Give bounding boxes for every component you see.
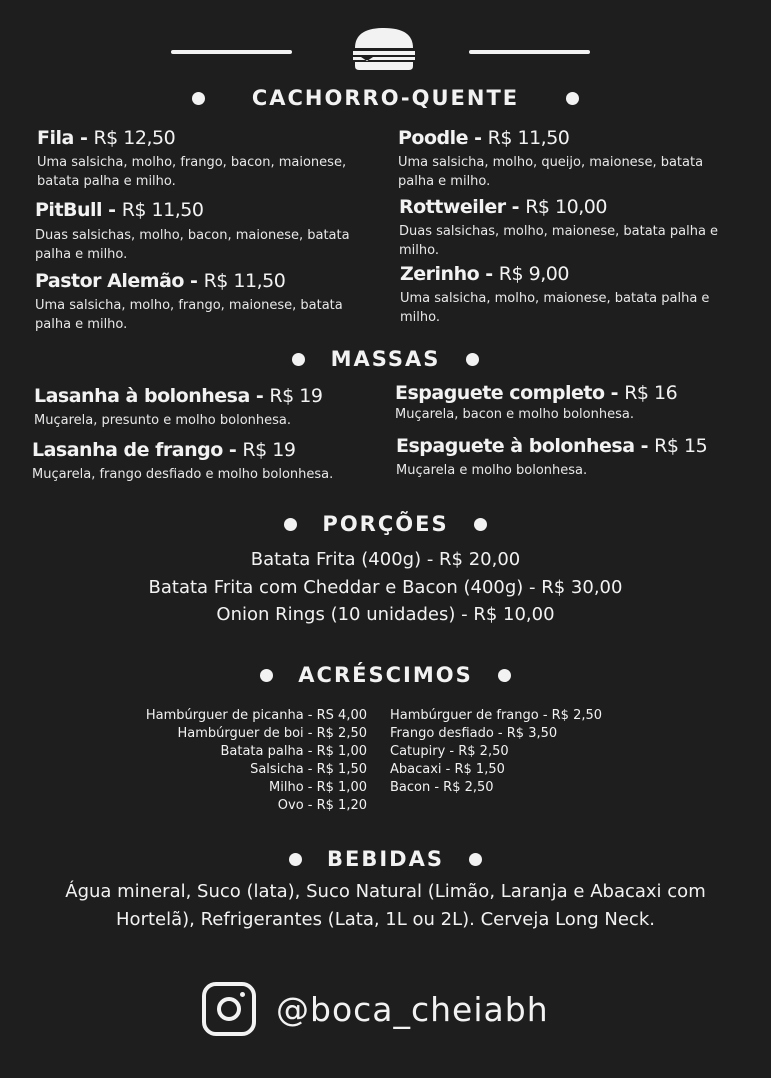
porcao-item: Batata Frita com Cheddar e Bacon (400g) - R$ 30,00: [148, 577, 623, 598]
item-title: Lasanha à bolonhesa - R$ 19: [34, 385, 323, 407]
acrescimo-item: Batata palha - R$ 1,00: [220, 744, 367, 759]
section-massas: [0, 346, 771, 371]
bullet-dot: [566, 92, 579, 105]
bullet-dot: [289, 853, 302, 866]
item-desc: Muçarela e molho bolonhesa.: [396, 463, 588, 478]
section-cachorro-quente: [0, 85, 771, 110]
bullet-dot: [474, 518, 487, 531]
header-line-right: [469, 50, 590, 54]
item-title: Espaguete à bolonhesa - R$ 15: [396, 435, 708, 457]
item-title: Zerinho - R$ 9,00: [400, 263, 569, 285]
instagram-handle[interactable]: @boca_cheiabh: [276, 990, 549, 1029]
item-title: Lasanha de frango - R$ 19: [32, 439, 296, 461]
section-title: ACRÉSCIMOS: [298, 663, 473, 687]
porcao-item: Batata Frita (400g) - R$ 20,00: [250, 549, 521, 570]
item-title: Poodle - R$ 11,50: [398, 127, 570, 149]
section-acrescimos: [0, 662, 771, 687]
item-desc: Uma salsicha, molho, frango, bacon, maionese, batata palha e milho.: [37, 155, 347, 189]
item-desc: Muçarela, frango desfiado e molho bolonhesa.: [32, 467, 334, 482]
item-title: PitBull - R$ 11,50: [35, 199, 204, 221]
acrescimo-item: Milho - R$ 1,00: [269, 780, 367, 795]
section-title: BEBIDAS: [327, 847, 444, 871]
bullet-dot: [292, 353, 305, 366]
acrescimo-item: Catupiry - R$ 2,50: [390, 744, 509, 759]
bebidas-line: Hortelã), Refrigerantes (Lata, 1L ou 2L). Cerveja Long Neck.: [116, 909, 655, 930]
item-desc: Duas salsichas, molho, bacon, maionese, batata palha e milho.: [35, 228, 350, 262]
item-desc: Muçarela, presunto e molho bolonhesa.: [34, 413, 292, 428]
section-bebidas: [0, 846, 771, 871]
header-line-left: [171, 50, 292, 54]
section-title: MASSAS: [330, 347, 441, 371]
item-title: Espaguete completo - R$ 16: [395, 382, 678, 404]
bullet-dot: [284, 518, 297, 531]
acrescimo-item: Bacon - R$ 2,50: [390, 780, 494, 795]
bebidas-line: Água mineral, Suco (lata), Suco Natural (Limão, Laranja e Abacaxi com: [65, 881, 706, 902]
bullet-dot: [469, 853, 482, 866]
section-title: PORÇÕES: [322, 512, 449, 536]
acrescimo-item: Salsicha - R$ 1,50: [250, 762, 367, 777]
acrescimo-item: Frango desfiado - R$ 3,50: [390, 726, 558, 741]
bullet-dot: [466, 353, 479, 366]
item-desc: Uma salsicha, molho, frango, maionese, batata palha e milho.: [35, 298, 343, 332]
bebidas-text: [40, 878, 731, 934]
item-desc: Uma salsicha, molho, queijo, maionese, batata palha e milho.: [398, 155, 704, 189]
section-title: CACHORRO-QUENTE: [251, 86, 520, 110]
bullet-dot: [260, 669, 273, 682]
item-desc: Duas salsichas, molho, maionese, batata palha e milho.: [399, 224, 719, 258]
bullet-dot: [498, 669, 511, 682]
acrescimo-item: Hambúrguer de picanha - RS 4,00: [145, 708, 367, 723]
item-desc: Muçarela, bacon e molho bolonhesa.: [395, 407, 634, 422]
bullet-dot: [192, 92, 205, 105]
item-title: Pastor Alemão - R$ 11,50: [35, 270, 286, 292]
item-title: Fila - R$ 12,50: [37, 127, 176, 149]
acrescimo-item: Hambúrguer de frango - R$ 2,50: [390, 708, 603, 723]
acrescimos-left-list: [110, 707, 367, 815]
acrescimo-item: Abacaxi - R$ 1,50: [390, 762, 505, 777]
acrescimo-item: Ovo - R$ 1,20: [277, 798, 367, 813]
item-title: Rottweiler - R$ 10,00: [399, 196, 607, 218]
acrescimo-item: Hambúrguer de boi - R$ 2,50: [177, 726, 367, 741]
burger-icon: [351, 26, 417, 72]
instagram-icon[interactable]: [202, 982, 256, 1036]
porcao-item: Onion Rings (10 unidades) - R$ 10,00: [216, 604, 555, 625]
acrescimos-right-list: [390, 707, 650, 797]
section-porcoes: [0, 511, 771, 536]
item-desc: Uma salsicha, molho, maionese, batata palha e milho.: [400, 291, 710, 325]
